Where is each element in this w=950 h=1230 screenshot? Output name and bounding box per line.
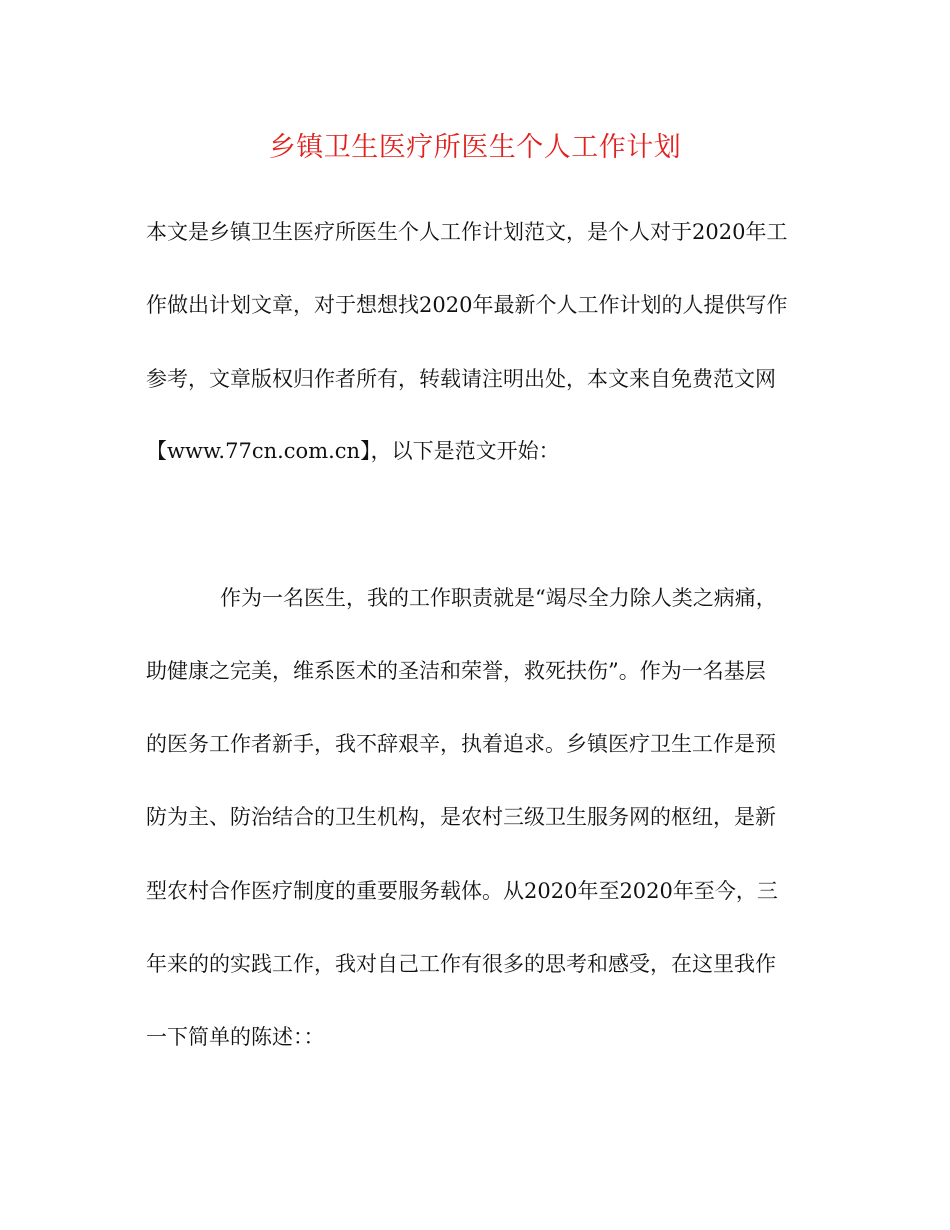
body-line-1: 作为一名医生，我的工作职责就是“竭尽全力除人类之病痛， <box>220 586 777 610</box>
body-line-3: 的医务工作者新手，我不辞艰辛，执着追求。乡镇医疗卫生工作是预 <box>146 732 776 756</box>
body-line-6: 年来的的实践工作，我对自己工作有很多的思考和感受，在这里我作 <box>146 952 776 976</box>
body-line-7: 一下简单的陈述：： <box>146 1025 325 1049</box>
intro-line-1: 本文是乡镇卫生医疗所医生个人工作计划范文，是个人对于2020年工 <box>146 220 788 244</box>
body-line-5: 型农村合作医疗制度的重要服务载体。从2020年至2020年至今，三 <box>146 879 778 903</box>
body-line-4: 防为主、防治结合的卫生机构，是农村三级卫生服务网的枢纽，是新 <box>146 805 776 829</box>
intro-line-3: 参考，文章版权归作者所有，转载请注明出处，本文来自免费范文网 <box>146 367 776 391</box>
intro-line-2: 作做出计划文章，对于想想找2020年最新个人工作计划的人提供写作 <box>146 293 788 317</box>
document-title: 乡镇卫生医疗所医生个人工作计划 <box>268 132 682 163</box>
intro-line-4: 【www.77cn.com.cn】，以下是范文开始： <box>146 439 560 463</box>
body-line-2: 助健康之完美，维系医术的圣洁和荣誉，救死扶伤”。作为一名基层 <box>146 659 766 683</box>
